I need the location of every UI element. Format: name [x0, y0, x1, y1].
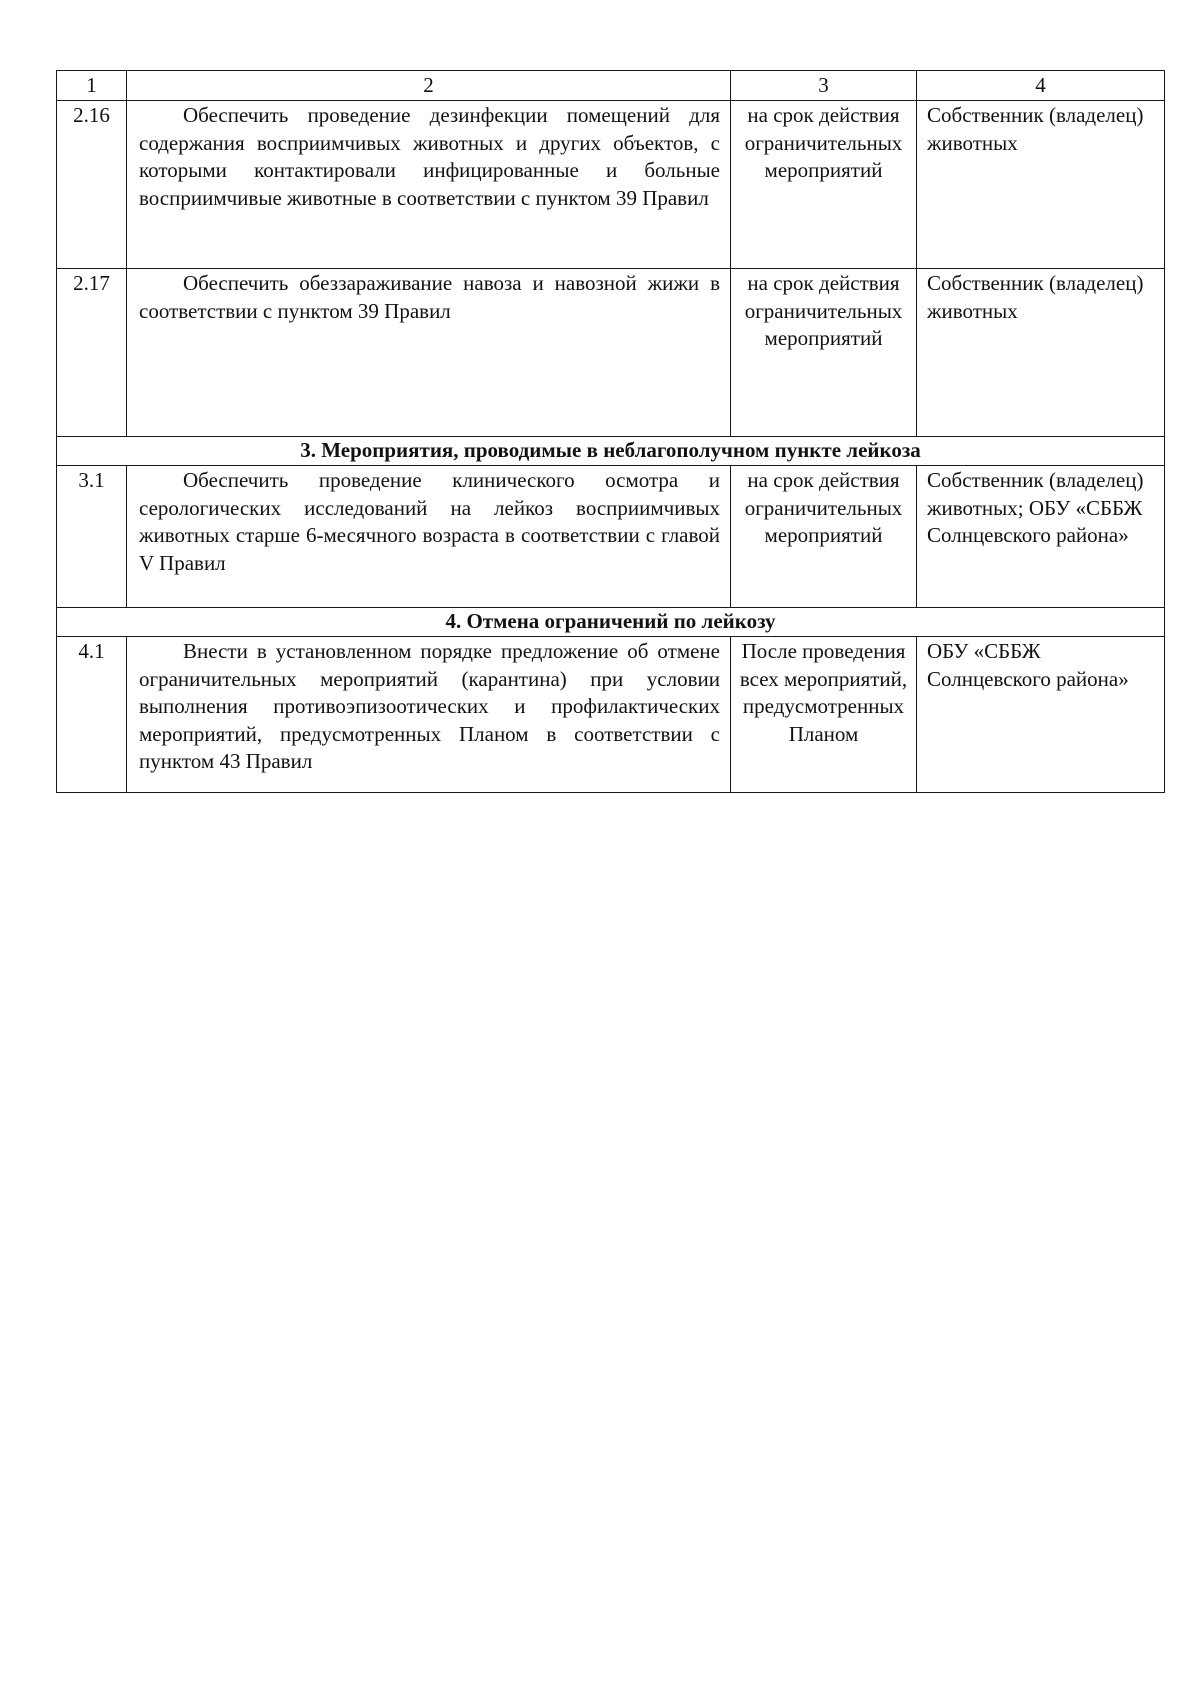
row-action: Обеспечить проведение дезинфекции помещений для содержания восприимчивых животных и других объектов, с которыми контактировали инфицированные и больные восприимчивые животные в соответствии с пунктом 39 Правил: [127, 101, 731, 269]
row-number: 2.17: [57, 269, 127, 437]
header-cell-3: 3: [731, 71, 917, 101]
header-cell-4: 4: [917, 71, 1165, 101]
row-action: Внести в установленном порядке предложение об отмене ограничительных мероприятий (карантина) при условии выполнения противоэпизоотических и профилактических мероприятий, предусмотренных Планом в соответствии с пунктом 43 Правил: [127, 637, 731, 793]
row-responsible: ОБУ «СББЖ Солнцевского района»: [917, 637, 1165, 793]
table-row: [57, 101, 1165, 269]
row-number: 2.16: [57, 101, 127, 269]
row-responsible: Собственник (владелец) животных: [917, 101, 1165, 269]
table-row: [57, 466, 1165, 608]
section-heading-row: [57, 437, 1165, 466]
section-3-title: 3. Мероприятия, проводимые в неблагополучном пункте лейкоза: [57, 437, 1165, 466]
row-responsible: Собственник (владелец) животных; ОБУ «СББЖ Солнцевского района»: [917, 466, 1165, 608]
row-action: Обеспечить обеззараживание навоза и навозной жижи в соответствии с пунктом 39 Правил: [127, 269, 731, 437]
row-term: на срок действия ограничительных мероприятий: [731, 269, 917, 437]
header-cell-1: 1: [57, 71, 127, 101]
measures-table: [56, 70, 1165, 793]
row-number: 4.1: [57, 637, 127, 793]
row-term: После проведения всех мероприятий, предусмотренных Планом: [731, 637, 917, 793]
table-row: [57, 269, 1165, 437]
row-number: 3.1: [57, 466, 127, 608]
table-row: [57, 637, 1165, 793]
section-heading-row: [57, 608, 1165, 637]
row-term: на срок действия ограничительных мероприятий: [731, 466, 917, 608]
row-term: на срок действия ограничительных мероприятий: [731, 101, 917, 269]
row-responsible: Собственник (владелец) животных: [917, 269, 1165, 437]
section-4-title: 4. Отмена ограничений по лейкозу: [57, 608, 1165, 637]
row-action: Обеспечить проведение клинического осмотра и серологических исследований на лейкоз восприимчивых животных старше 6-месячного возраста в соответствии с главой V Правил: [127, 466, 731, 608]
header-cell-2: 2: [127, 71, 731, 101]
table-header-row: [57, 71, 1165, 101]
